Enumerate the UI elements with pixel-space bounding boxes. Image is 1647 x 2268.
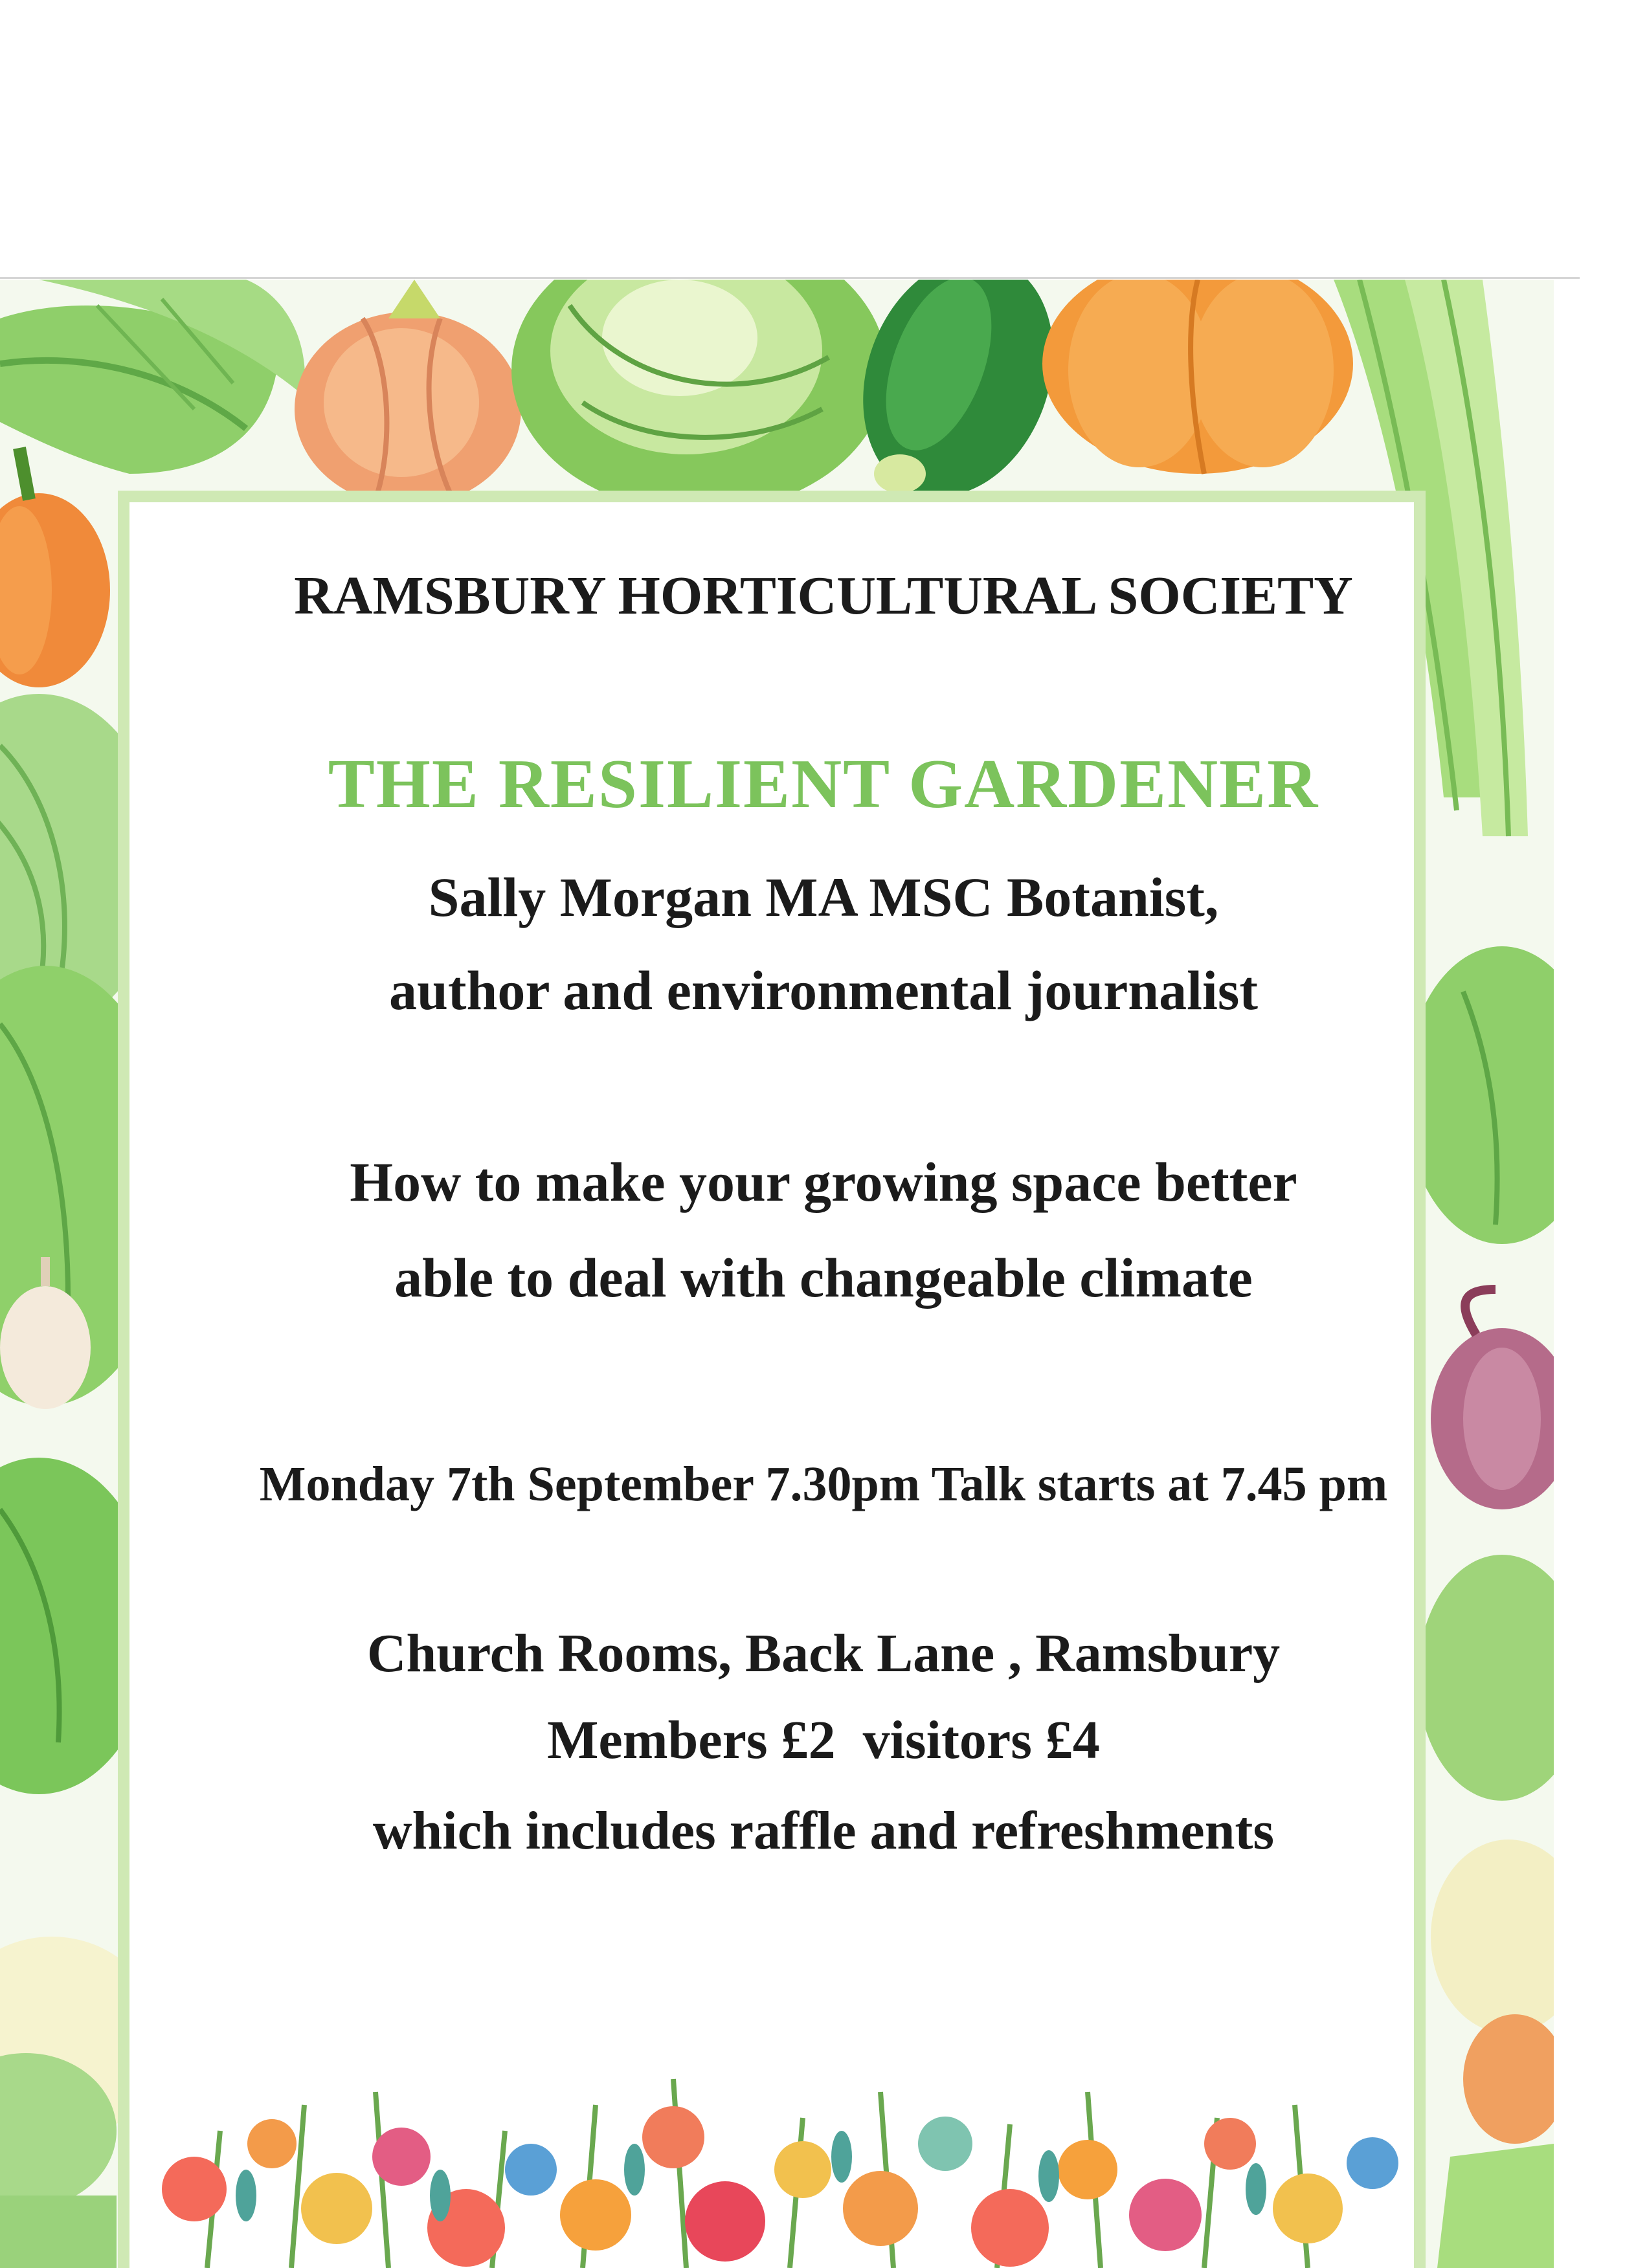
event-title: THE RESILIENT GARDENER — [328, 746, 1319, 823]
event-venue: Church Rooms, Back Lane , Ramsbury — [366, 1623, 1281, 1684]
society-name: RAMSBURY HORTICULTURAL SOCIETY — [294, 566, 1353, 626]
description-line-2: able to deal with changeable climate — [394, 1247, 1253, 1309]
speaker-line-1: Sally Morgan MA MSC Botanist, — [428, 866, 1219, 928]
speaker-line-2: author and environmental journalist — [389, 959, 1258, 1021]
price-includes: which includes raffle and refreshments — [372, 1801, 1275, 1861]
event-date-time: Monday 7th September 7.30pm Talk starts at 7.45 pm — [259, 1457, 1388, 1511]
description-line-1: How to make your growing space better — [350, 1151, 1297, 1213]
scan-edge — [0, 277, 1580, 279]
ticket-prices: Members £2 visitors £4 — [547, 1710, 1100, 1770]
